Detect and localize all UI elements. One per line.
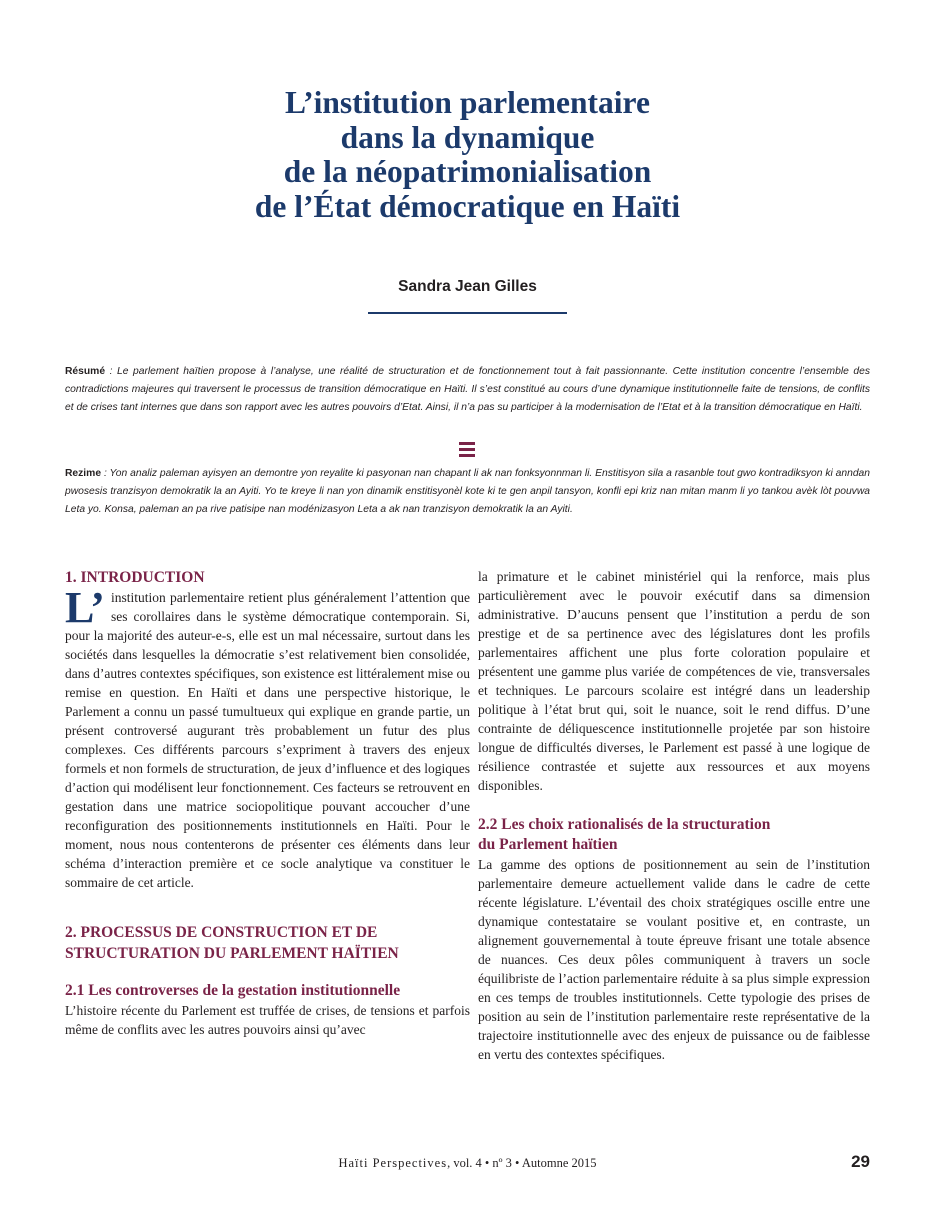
paragraph-2-2: La gamme des options de positionnement au sein de l’institution parlementaire demeure actuellement valide dans le cadre de cette récente législature. L’éventail des choix stratégiques oscille entre une dynamique contestataire se voulant positive et, en contraste, un alignement gouvernemental à toute épreuve frisant une totale absence de nuances. Ces deux pôles communiquent à travers un socle équilibriste de l’action parlementaire réduite à sa plus simple expression en ces temps de troubles institutionnels. Cette typologie des prises de position au sein de l’institution parlementaire reste représentative de la trajectoire institutionnelle avec des enjeux de puissance ou de faiblesse en vertu des contextes spécifiques. xyxy=(478,857,870,1062)
journal-name: Haïti Perspectives xyxy=(338,1156,448,1170)
heading-line: du Parlement haïtien xyxy=(478,836,618,853)
issue-info: , vol. 4 • nº 3 • Automne 2015 xyxy=(447,1156,597,1170)
section-heading-2 xyxy=(65,922,470,964)
left-column xyxy=(65,567,470,1039)
abstract-creole xyxy=(65,465,870,519)
intro-paragraph xyxy=(65,583,470,892)
drop-cap: L’ xyxy=(65,583,105,632)
abstract-french xyxy=(65,363,870,417)
title-line: dans la dynamique xyxy=(340,119,595,155)
heading-line: 2. PROCESSUS DE CONSTRUCTION ET DE xyxy=(65,924,378,941)
subsection-heading-2-1: 2.1 Les controverses de la gestation institutionnelle xyxy=(65,982,401,999)
page-number: 29 xyxy=(851,1152,870,1171)
title-line: de l’État démocratique en Haïti xyxy=(254,188,681,224)
abstract-label: Rezime xyxy=(65,468,102,479)
heading-line: 2.2 Les choix rationalisés de la structuration xyxy=(478,816,771,833)
page-footer xyxy=(0,1156,935,1171)
section-heading-introduction: 1. INTRODUCTION xyxy=(65,569,205,586)
abstract-text: : Yon analiz paleman ayisyen an demontre yon reyalite ki pasyonan nan chapant li ak nan fonksyonnman li. Enstitisyon sila a rasanble tout gwo kontradiksyon ki anndan pwosesis tranzisyon demokratik la an Ayiti. Yo te kreye li nan yon dinamik enstitisyonèl kote ki te gen anpil tansyon, konfli epi kriz nan mitan manm li yo tankou avèk lòt pouvwa Leta yo. Konsa, paleman an pa rive patisipe nan modénizasyon Leta a ak nan tranzisyon demokratik la an Ayiti. xyxy=(65,468,870,515)
intro-text: institution parlementaire retient plus généralement l’attention que ses corollaires dans le système démocratique contemporain. Si, pour la majorité des auteur-e-s, elle est un mal nécessaire, surtout dans les sociétés dans lesquelles la démocratie s’est relativement bien consolidée, dans d’autres contextes spécifiques, son existence est littéralement mise ou remise en question. En Haïti et dans une perspective historique, le Parlement a connu un passé tumultueux qui explique en grande partie, un présent controversé augurant très probablement un futur des plus complexes. Ces différents parcours s’expriment à travers des enjeux formels et non formels de structuration, de jeux d’influence et des logiques d’action qui modélisent leur fonctionnement. Ces facteurs se retrouvent en gestation dans une matrice sociopolitique pouvant accoucher d’une reconfiguration des positionnements institutionnels en Haïti. Pour le moment, nous nous contenterons de présenter ces éléments dans leur schéma d’interaction première et ce socle analytique va constituer le sommaire de cet article. xyxy=(65,590,470,890)
abstract-text: : Le parlement haïtien propose à l’analyse, une réalité de structuration et de fonctionnement tout à fait passionnante. Cette institution concentre l’ensemble des contradictions majeures qui traversent le processus de transition démocratique en Haïti. Il s’est constitué au cours d’une dynamique institutionnelle faite de tensions, de conflits et de crises tant internes que dans son rapport avec les autres pouvoirs d’Etat. Ainsi, il n’a pas su participer à la modernisation de l’Etat et à la transition démocratique en Haïti. xyxy=(65,366,870,413)
subsection-heading-2-2 xyxy=(478,815,870,855)
paragraph-2-1: L’histoire récente du Parlement est truffée de crises, de tensions et parfois même de conflits avec les autres pouvoirs ainsi qu’avec xyxy=(65,1003,470,1037)
article-title xyxy=(100,86,835,224)
menu-lines-icon xyxy=(459,441,475,457)
title-line: L’institution parlementaire xyxy=(285,85,650,120)
heading-line: STRUCTURATION DU PARLEMENT HAÏTIEN xyxy=(65,945,399,962)
author-name: Sandra Jean Gilles xyxy=(398,278,537,295)
abstract-label: Résumé xyxy=(65,366,106,377)
author-divider xyxy=(368,312,567,314)
right-column xyxy=(478,567,870,1064)
title-line: de la néopatrimonialisation xyxy=(283,154,652,189)
paragraph-continuation: la primature et le cabinet ministériel qui la renforce, mais plus particulièrement avec le pouvoir exécutif dans sa dimension administrative. D’aucuns pensent que l’institution a perdu de son prestige et de sa pertinence avec des législatures dont les profils parlementaires affichent une plus forte coloration populaire et présentent une gamme plus variée de compétences de vie, transversales et techniques. Le parcours scolaire est intégré dans un leadership politique à l’état brut qui, soit le nuance, soit le rend diffus. D’une contrainte de déliquescence institutionnelle projetée par son histoire longue de difficultés diverses, le Parlement est passé à une logique de résilience contrastée et sujette aux ressources et aux moyens disponibles. xyxy=(478,569,870,793)
